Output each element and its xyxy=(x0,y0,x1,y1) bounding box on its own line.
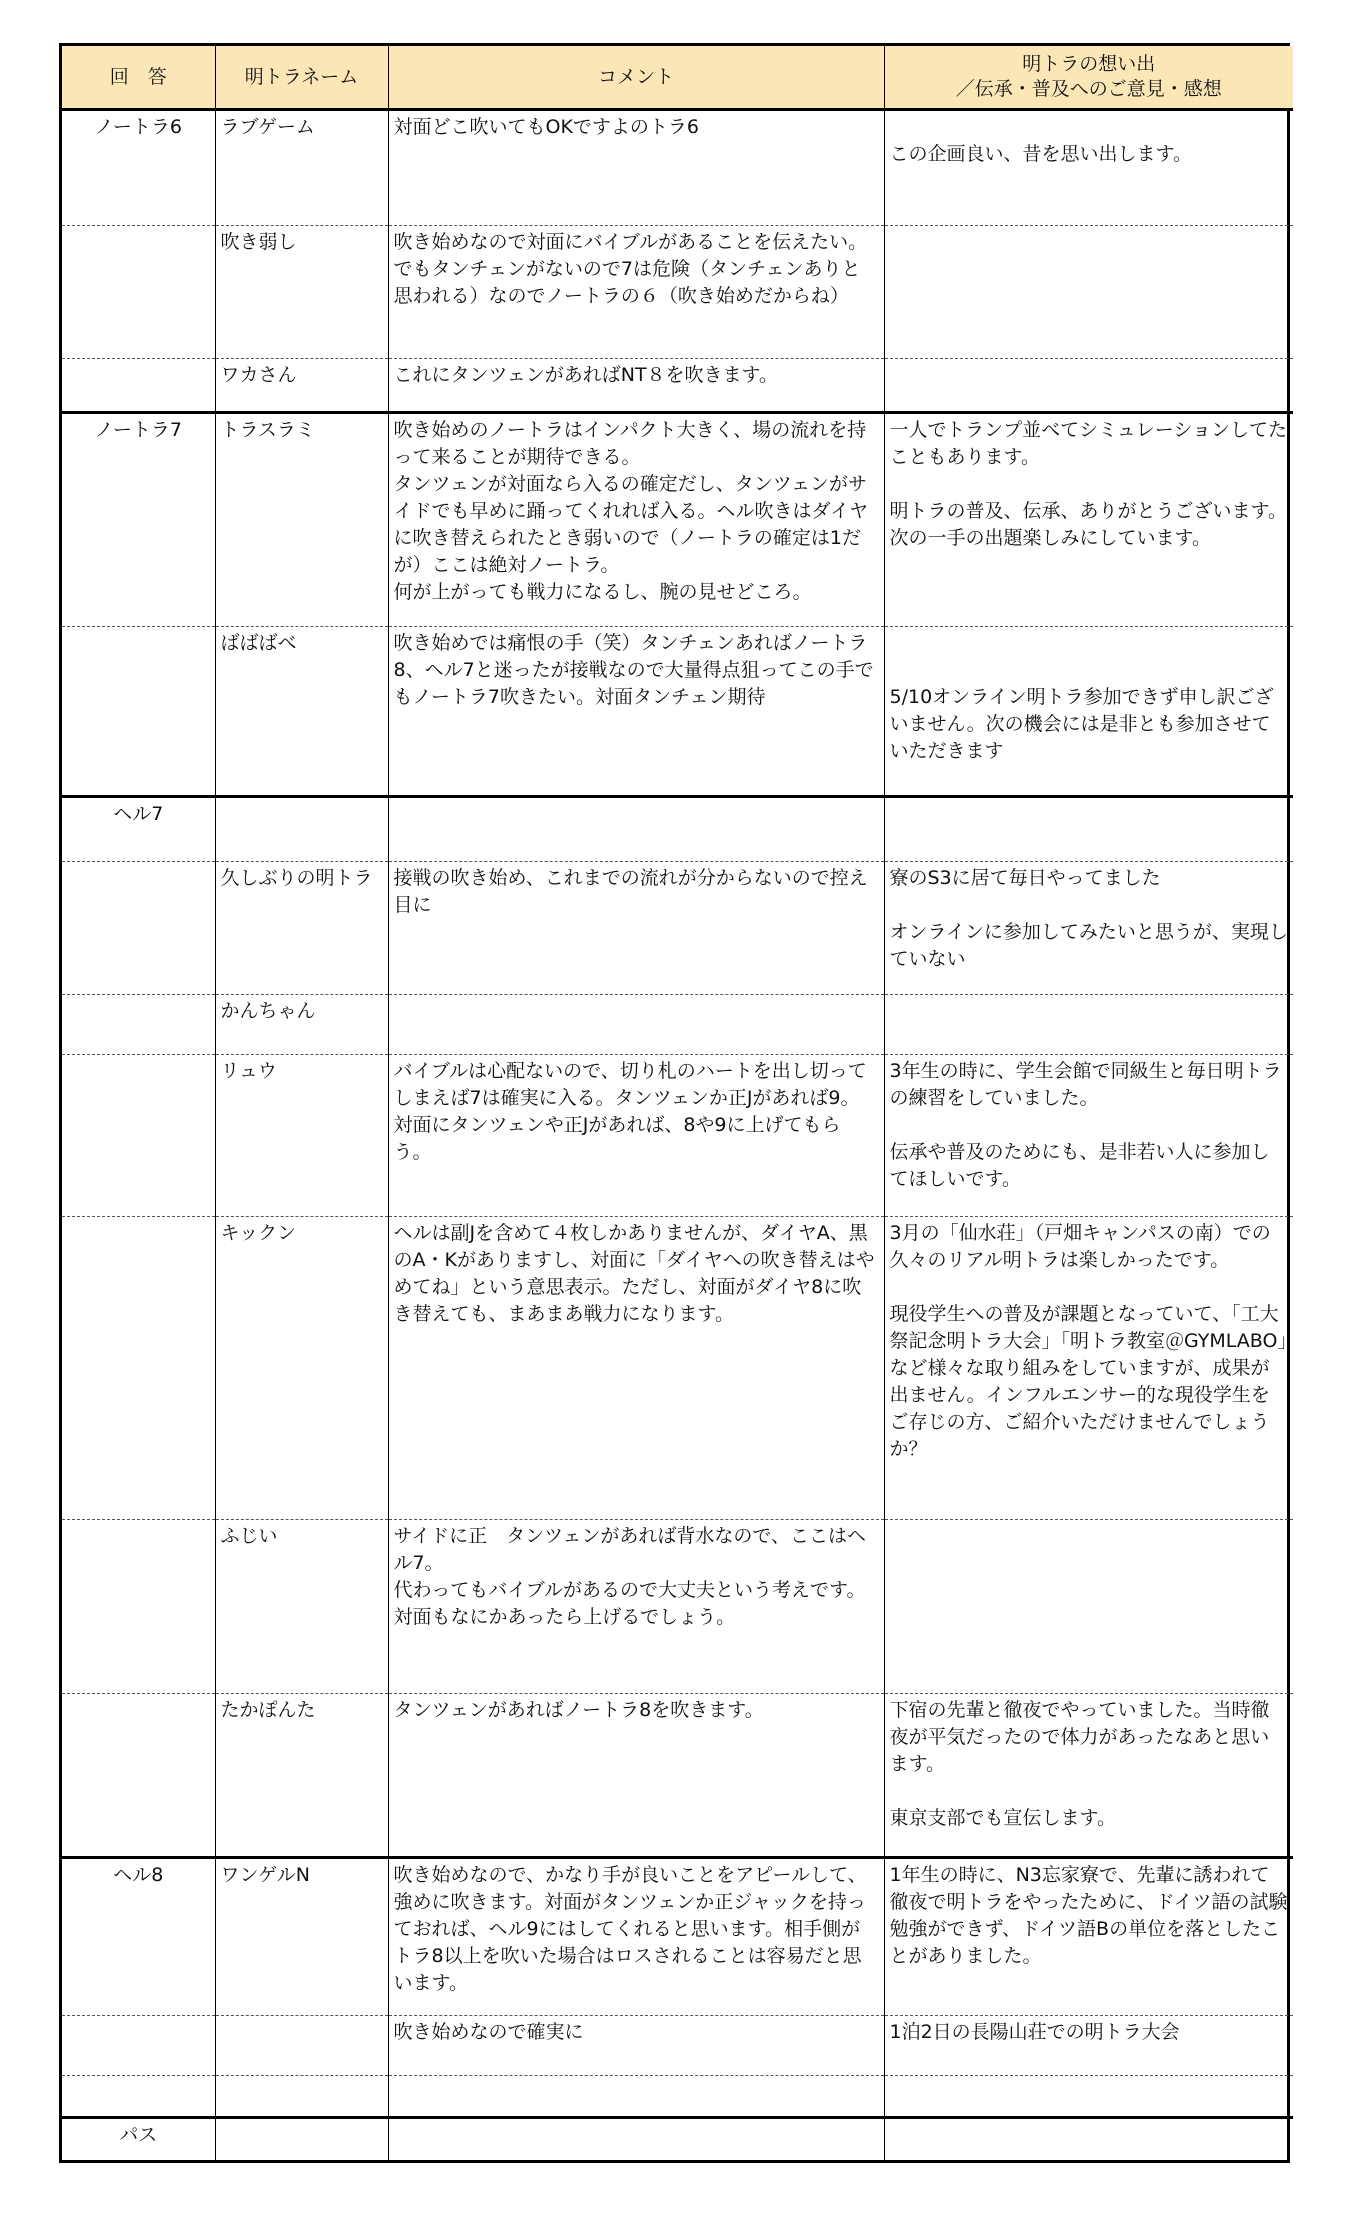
memory-line: 5/10オンライン明トラ参加できず申し訳ございません。次の機会には是非とも参加させていただきます xyxy=(889,686,1274,763)
memory-line: 伝承や普及のためにも、是非若い人に参加してほしいです。 xyxy=(889,1140,1270,1190)
table-row xyxy=(62,861,1293,994)
name-cell: ワンゲルN xyxy=(215,1858,388,2016)
answer-cell xyxy=(62,1216,215,1519)
table-row xyxy=(62,2117,1293,2160)
comment-line: 吹き始めなので対面にバイブルがあることを伝えたい。でもタンチェンがないので7は危険（タンチェンありと思われる）なのでノートラの６（吹き始めだからね） xyxy=(393,231,868,308)
comment-cell xyxy=(388,1054,884,1216)
table-row xyxy=(62,110,1293,226)
table-row xyxy=(62,1054,1293,1216)
comment-cell xyxy=(388,1693,884,1858)
comment-line: 対面もなにかあったら上げるでしょう。 xyxy=(393,1605,736,1628)
comment-line: 吹き始めでは痛恨の手（笑）タンチェンあればノートラ8、ヘル7と迷ったが接戦なので大量得点狙ってこの手でもノートラ7吹きたい。対面タンチェン期待 xyxy=(393,632,874,709)
table-row xyxy=(62,2076,1293,2117)
header-row xyxy=(62,46,1293,110)
table-row xyxy=(62,797,1293,862)
memory-line xyxy=(890,892,1289,919)
memory-line: 東京支部でも宣伝します。 xyxy=(889,1806,1116,1829)
comment-cell xyxy=(388,2076,884,2117)
table-row xyxy=(62,1858,1293,2016)
memory-line: この企画良い、昔を思い出します。 xyxy=(889,143,1192,165)
memory-line: 明トラの普及、伝承、ありがとうございます。次の一手の出題楽しみにしています。 xyxy=(889,500,1287,550)
comment-line: 吹き始めなので、かなり手が良いことをアピールして、強めに吹きます。対面がタンツェンか正ジャックを持っておれば、ヘル9にはしてくれると思います。相手側がトラ8以上を吹いた場合はロスされることは容易だと思います。 xyxy=(393,1864,867,1995)
memory-cell xyxy=(884,1519,1293,1693)
memory-cell xyxy=(884,413,1293,627)
comment-cell xyxy=(388,1858,884,2016)
memory-line: 1年生の時に、N3忘家寮で、先輩に誘われて徹夜で明トラをやったために、ドイツ語の試験勉強ができず、ドイツ語Bの単位を落としたことがありました。 xyxy=(889,1864,1288,1968)
memory-line xyxy=(890,1274,1289,1301)
name-cell: キックン xyxy=(215,1216,388,1519)
comment-line: 吹き始めのノートラはインパクト大きく、場の流れを持って来ることが期待できる。 xyxy=(393,419,867,469)
memory-line xyxy=(890,630,1289,657)
name-cell xyxy=(215,797,388,862)
table-row xyxy=(62,995,1293,1055)
comment-cell xyxy=(388,413,884,627)
answer-cell xyxy=(62,226,215,358)
name-cell: かんちゃん xyxy=(215,995,388,1055)
comment-line: タンツェンが対面なら入るの確定だし、タンツェンがサイドでも早めに踊ってくれれば入る。ヘル吹きはダイヤに吹き替えられたとき弱いので（ノートラの確定は1だが）ここは絶対ノートラ。 xyxy=(393,473,869,577)
memory-line xyxy=(890,1778,1289,1805)
memory-line: 下宿の先輩と徹夜でやっていました。当時徹夜が平気だったので体力があったなあと思います。 xyxy=(889,1698,1270,1775)
answer-cell xyxy=(62,1519,215,1693)
memory-cell xyxy=(884,358,1293,413)
comment-line: 対面どこ吹いてもOKですよのトラ6 xyxy=(393,116,700,138)
comment-cell xyxy=(388,2015,884,2076)
name-cell: リュウ xyxy=(215,1054,388,1216)
comment-cell xyxy=(388,358,884,413)
memory-cell xyxy=(884,627,1293,797)
memory-cell xyxy=(884,1858,1293,2016)
table-row xyxy=(62,1693,1293,1858)
memory-cell xyxy=(884,1054,1293,1216)
comment-cell xyxy=(388,797,884,862)
comment-line: サイドに正 タンツェンがあれば背水なので、ここはヘル7。 xyxy=(393,1524,867,1574)
header-memory xyxy=(884,46,1293,110)
comment-line: バイブルは心配ないので、切り札のハートを出し切ってしまえば7は確実に入る。タンツェンか正Jがあれば9。対面にタンツェンや正Jがあれば、8や9に上げてもらう。 xyxy=(393,1059,867,1163)
comment-line: 接戦の吹き始め、これまでの流れが分からないので控え目に xyxy=(393,866,868,916)
answer-cell: ノートラ6 xyxy=(62,110,215,226)
header-answer: 回 答 xyxy=(62,46,215,110)
answer-table xyxy=(62,46,1293,2160)
answer-cell xyxy=(62,1693,215,1858)
memory-line xyxy=(890,1112,1289,1139)
table-body xyxy=(62,110,1293,2161)
memory-line: 3月の「仙水荘」（戸畑キャンパスの南）での久々のリアル明トラは楽しかったです。 xyxy=(889,1221,1271,1271)
header-comment: コメント xyxy=(388,46,884,110)
table-row xyxy=(62,358,1293,413)
name-cell: ふじい xyxy=(215,1519,388,1693)
memory-line xyxy=(890,471,1289,498)
answer-cell: ヘル8 xyxy=(62,1858,215,2016)
memory-line: 一人でトランプ並べてシミュレーションしてたこともあります。 xyxy=(889,419,1287,469)
name-cell: 吹き弱し xyxy=(215,226,388,358)
memory-cell xyxy=(884,797,1293,862)
comment-cell xyxy=(388,2117,884,2160)
comment-line: 代わってもバイブルがあるので大丈夫という考えです。 xyxy=(393,1578,866,1601)
comment-line: タンツェンがあればノートラ8を吹きます。 xyxy=(393,1698,764,1721)
memory-cell xyxy=(884,861,1293,994)
name-cell: トラスラミ xyxy=(215,413,388,627)
memory-cell xyxy=(884,2015,1293,2076)
memory-cell xyxy=(884,2076,1293,2117)
answer-cell xyxy=(62,861,215,994)
name-cell xyxy=(215,2117,388,2160)
name-cell xyxy=(215,2076,388,2117)
name-cell: たかぽんた xyxy=(215,1693,388,1858)
comment-line: 吹き始めなので確実に xyxy=(393,2020,584,2043)
name-cell: ラブゲーム xyxy=(215,110,388,226)
comment-line: ヘルは副Jを含めて４枚しかありませんが、ダイヤA、黒のA・Kがありますし、対面に「ダイヤへの吹き替えはやめてね」という意思表示。ただし、対面がダイヤ8に吹き替えても、まあまあ戦力になります。 xyxy=(393,1221,875,1325)
memory-line: 3年生の時に、学生会館で同級生と毎日明トラの練習をしていました。 xyxy=(889,1059,1282,1109)
table-row xyxy=(62,1519,1293,1693)
memory-line: オンラインに参加してみたいと思うが、実現していない xyxy=(889,920,1288,970)
table-row xyxy=(62,226,1293,358)
comment-cell xyxy=(388,226,884,358)
table-row xyxy=(62,413,1293,627)
answer-cell xyxy=(62,2076,215,2117)
answer-cell: ヘル7 xyxy=(62,797,215,862)
memory-line xyxy=(890,657,1289,684)
memory-line: 現役学生への普及が課題となっていて、「工大祭記念明トラ大会」「明トラ教室＠GYMLABO」など様々な取り組みをしていますが、成果が出ません。インフルエンサー的な現役学生をご存じの方、ご紹介いただけませんでしょうか？ xyxy=(889,1302,1287,1460)
header-memory-line2: ／伝承・普及へのご意見・感想 xyxy=(955,78,1222,100)
answer-cell xyxy=(62,995,215,1055)
table-row xyxy=(62,1216,1293,1519)
comment-cell xyxy=(388,1216,884,1519)
memory-line: 寮のS3に居て毎日やってました xyxy=(889,866,1161,889)
memory-cell xyxy=(884,110,1293,226)
table-row xyxy=(62,627,1293,797)
header-memory-line1: 明トラの想い出 xyxy=(1022,53,1156,75)
comment-cell xyxy=(388,1519,884,1693)
comment-cell xyxy=(388,995,884,1055)
comment-line: これにタンツェンがあればNT８を吹きます。 xyxy=(393,363,779,386)
answer-cell: パス xyxy=(119,2123,158,2146)
memory-cell xyxy=(884,226,1293,358)
memory-cell xyxy=(884,1216,1293,1519)
memory-line: 1泊2日の長陽山荘での明トラ大会 xyxy=(889,2020,1180,2043)
memory-cell xyxy=(884,1693,1293,1858)
name-cell xyxy=(215,2015,388,2076)
answer-cell xyxy=(62,1054,215,1216)
comment-line: 何が上がっても戦力になるし、腕の見せどころ。 xyxy=(393,581,812,604)
header-name: 明トラネーム xyxy=(215,46,388,110)
memory-line xyxy=(890,114,1289,141)
comment-cell xyxy=(388,861,884,994)
name-cell: ワカさん xyxy=(215,358,388,413)
answer-cell xyxy=(62,2015,215,2076)
comment-cell xyxy=(388,110,884,226)
memory-cell xyxy=(884,995,1293,1055)
name-cell: 久しぶりの明トラ xyxy=(215,861,388,994)
table-row xyxy=(62,2015,1293,2076)
answer-cell xyxy=(62,627,215,797)
comment-cell xyxy=(388,627,884,797)
memory-cell xyxy=(884,2117,1293,2160)
name-cell: ばばばべ xyxy=(215,627,388,797)
answer-cell xyxy=(62,358,215,413)
answer-cell: ノートラ7 xyxy=(62,413,215,627)
answer-table-sheet xyxy=(59,43,1290,2163)
